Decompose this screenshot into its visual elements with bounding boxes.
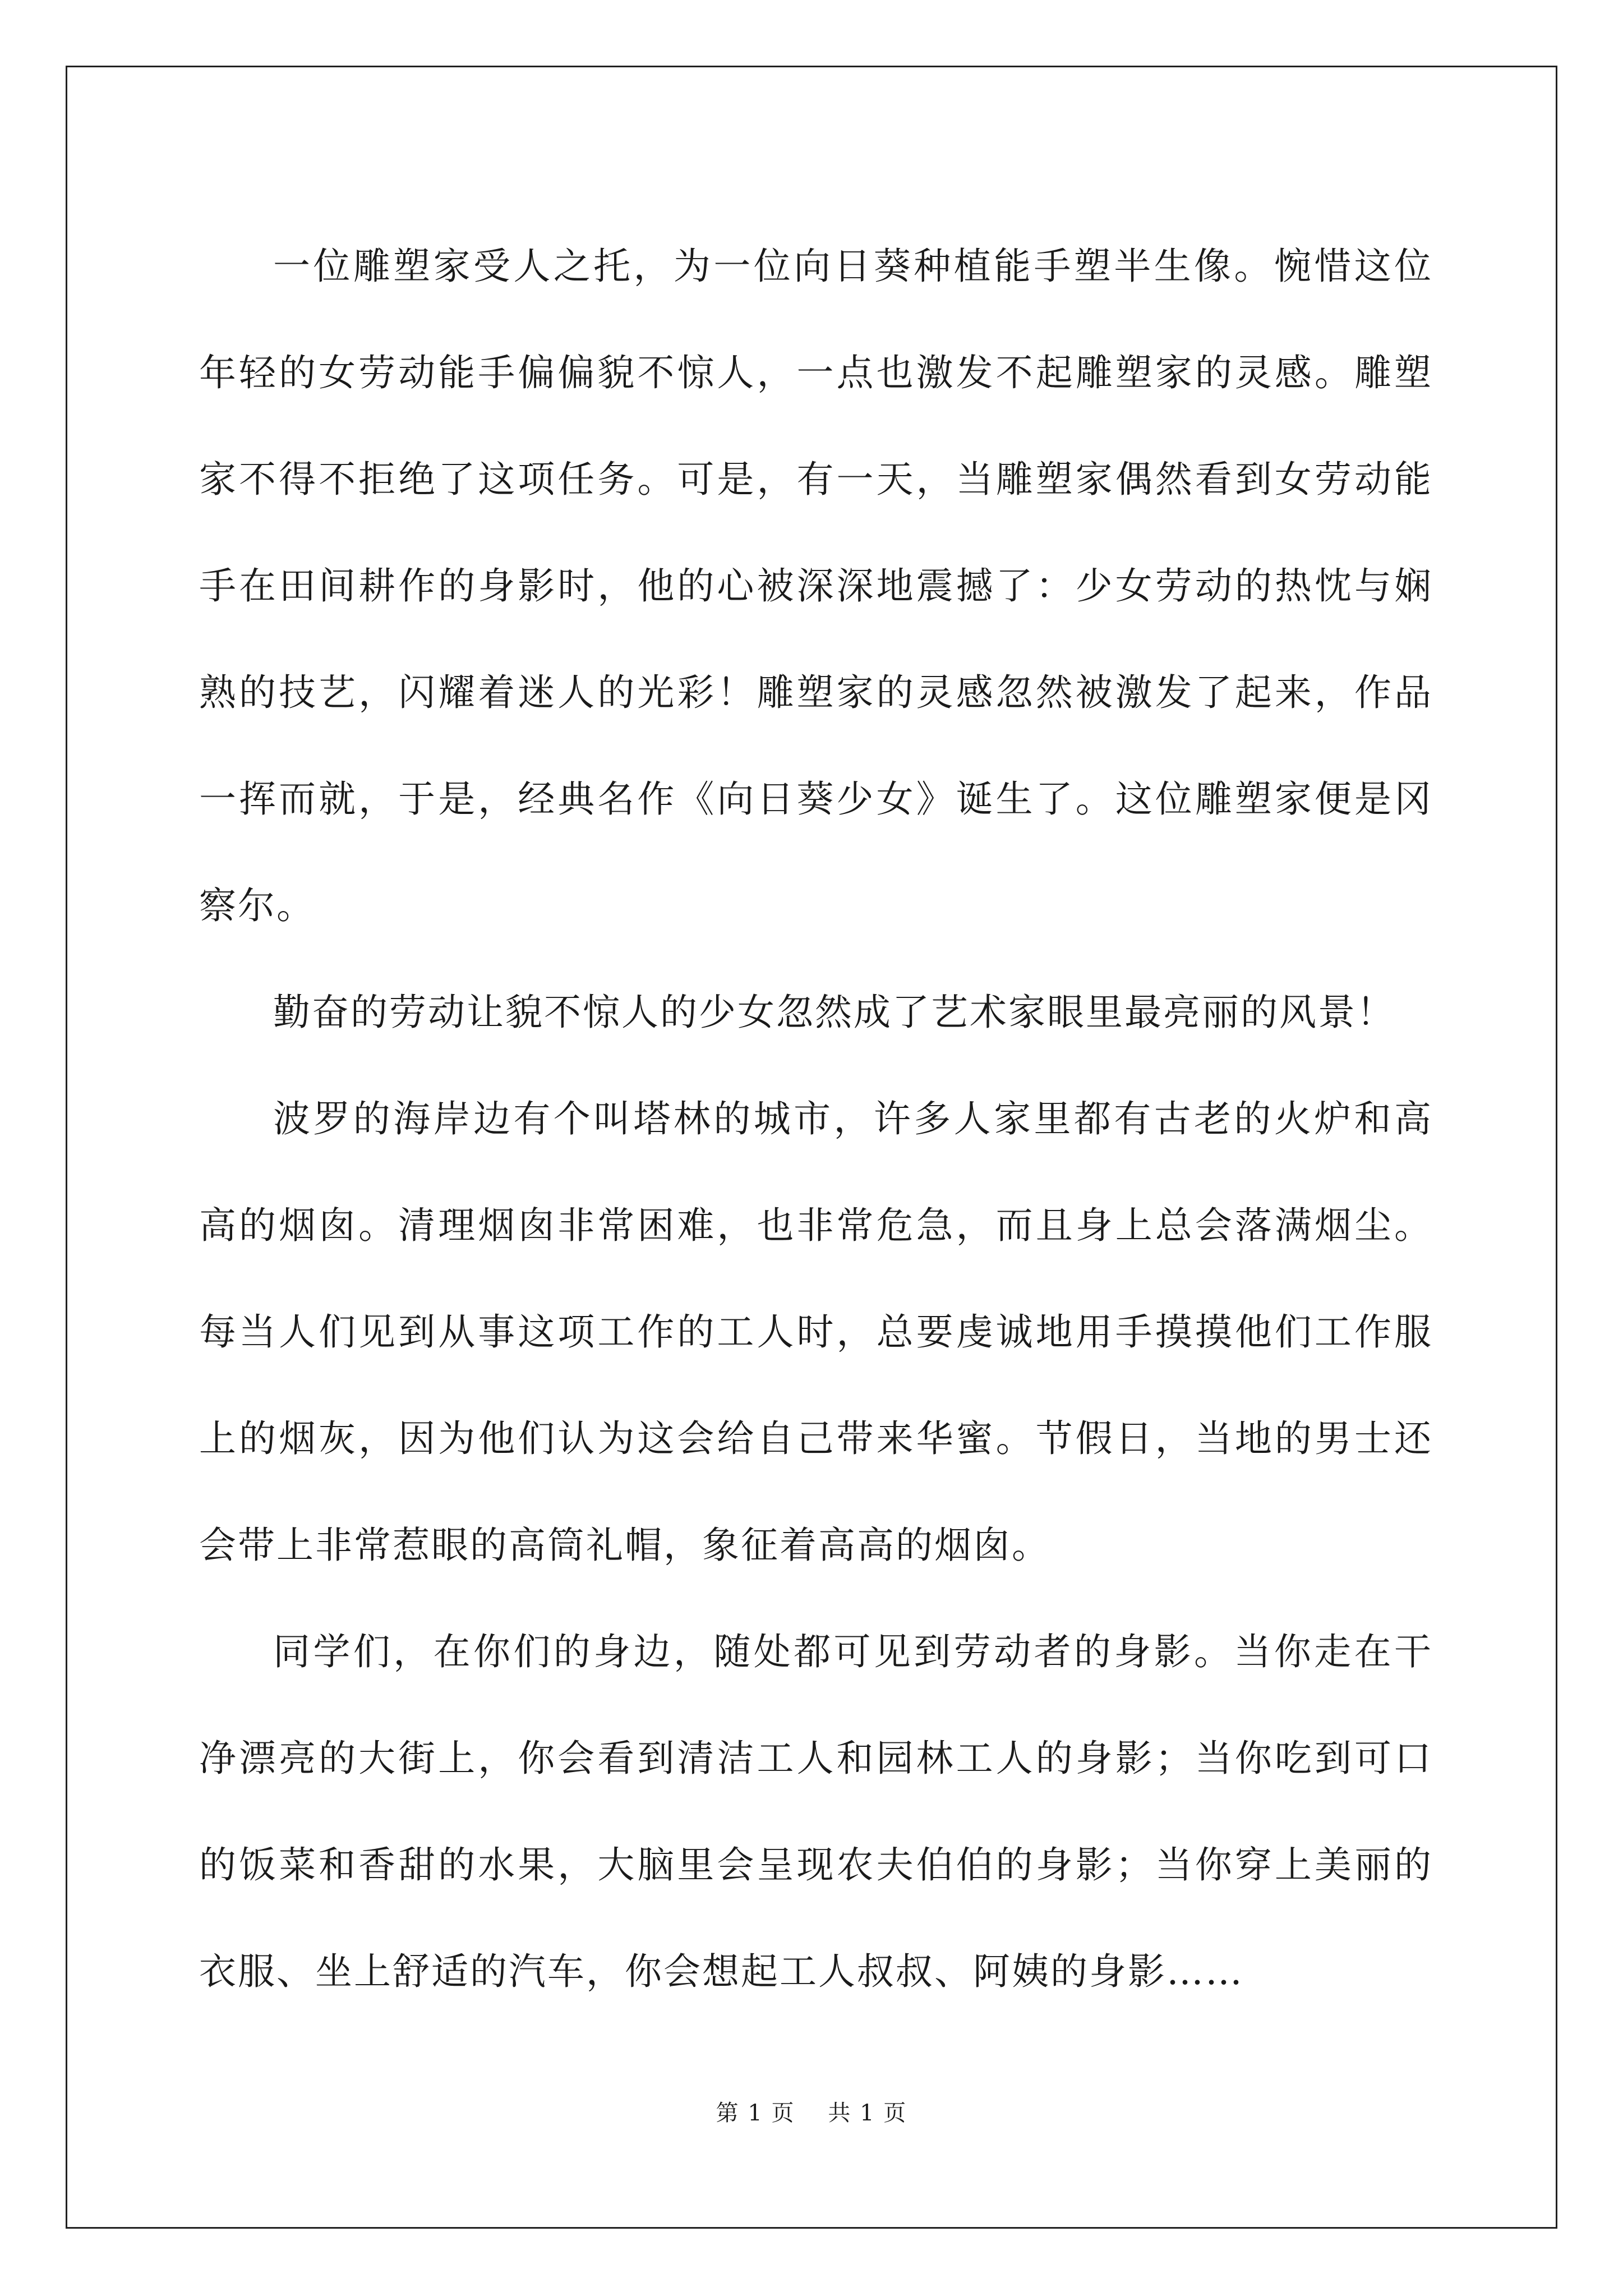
paragraph-2: 勤奋的劳动让貌不惊人的少女忽然成了艺术家眼里最亮丽的风景！ (273, 991, 1395, 1034)
paragraph-3: 波罗的海岸边有个叫塔林的城市，许多人家里都有古老的火炉和高高的烟囱。清理烟囱非常困难，也非常危急，而且身上总会落满烟尘。每当人们见到从事这项工作的工人时，总要虔诚地用手摸摸他们工作服上的烟灰，因为他们认为这会给自己带来华蜜。节假日，当地的男士还会带上非常惹眼的高筒礼帽，象征着高高的烟囱。 (199, 1097, 1433, 1567)
paragraph-1: 一位雕塑家受人之托，为一位向日葵种植能手塑半生像。惋惜这位年轻的女劳动能手偏偏貌不惊人，一点也激发不起雕塑家的灵感。雕塑家不得不拒绝了这项任务。可是，有一天，当雕塑家偶然看到女劳动能手在田间耕作的身影时，他的心被深深地震撼了：少女劳动的热忱与娴熟的技艺，闪耀着迷人的光彩！雕塑家的灵感忽然被激发了起来，作品一挥而就，于是，经典名作《向日葵少女》诞生了。这位雕塑家便是冈察尔。 (199, 245, 1433, 927)
page-total: 共 1 页 (828, 2100, 907, 2126)
document-body (199, 213, 1433, 2025)
page-footer (0, 2095, 1623, 2127)
page-number: 第 1 页 (716, 2100, 795, 2126)
paragraph-4: 同学们，在你们的身边，随处都可见到劳动者的身影。当你走在干净漂亮的大街上，你会看到清洁工人和园林工人的身影；当你吃到可口的饭菜和香甜的水果，大脑里会呈现农夫伯伯的身影；当你穿上美丽的衣服、坐上舒适的汽车，你会想起工人叔叔、阿姨的身影…… (199, 1630, 1433, 1993)
